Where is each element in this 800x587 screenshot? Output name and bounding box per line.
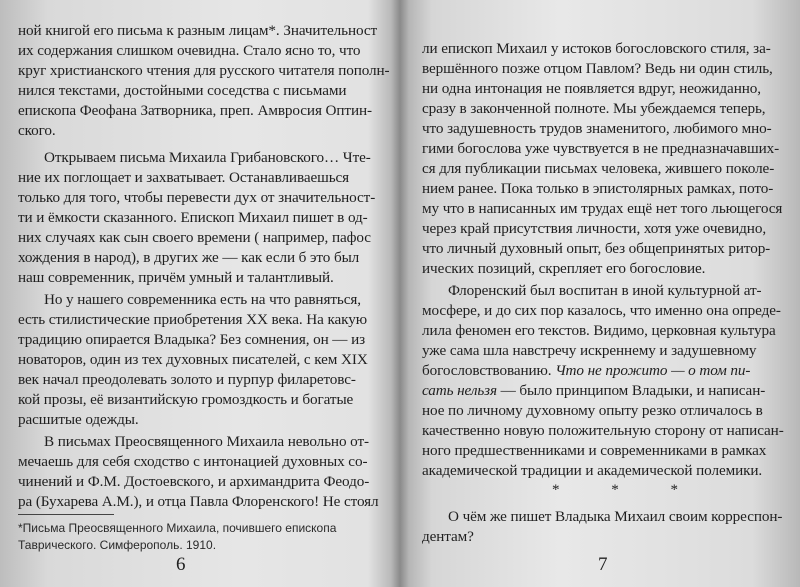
- text-line: мосфере, и до сих пор казалось, что именно она опреде-: [422, 302, 781, 319]
- text-line: новаторов, один из тех духовных писателей, с кем XIX: [18, 351, 368, 368]
- right-page: [400, 0, 800, 587]
- text-line: вершённого позже отцом Павлом? Ведь ни один стиль,: [422, 60, 773, 77]
- text-line: нием ранее. Пока только в эпистолярных рамках, пото-: [422, 180, 774, 197]
- text-line: мечаешь для себя сходство с интонацией духовных со-: [18, 453, 368, 470]
- text-line: круг христианского чтения для русского читателя пополн-: [18, 62, 390, 79]
- footnote-line: *Письма Преосвященного Михаила, почившего епископа: [18, 521, 337, 535]
- text-line: уже сама шла навстречу искреннему и задушевному: [422, 342, 757, 359]
- italic-quote: сать нельзя: [422, 382, 497, 399]
- text-line: ти и ёмкости сказанного. Епископ Михаил пишет в од-: [18, 209, 368, 226]
- text-line: ной книгой его письма к разным лицам*. Значительност: [18, 22, 378, 39]
- text-line: век начал преодолевать золото и пурпур филаретовс-: [18, 371, 356, 388]
- text-line: дентам?: [422, 528, 474, 545]
- text-line: лила феномен его текстов. Видимо, церковная культура: [422, 322, 776, 339]
- text-line: через край присутствия личности, хотя уже очевидно,: [422, 220, 767, 237]
- text-line: них случаях как сын своего времени ( например, пафос: [18, 229, 371, 246]
- text-line: Открываем письма Михаила Грибановского… Чте-: [44, 149, 371, 166]
- page-number: 7: [598, 554, 608, 575]
- text-line: ра (Бухарева А.М.), и отца Павла Флоренского! Не стоял: [18, 493, 379, 510]
- text-line: хождения в народ), в других же — как если б это был: [18, 249, 360, 266]
- text-line: [422, 361, 750, 380]
- text-line: [422, 381, 765, 400]
- section-separator: * * *: [552, 482, 702, 498]
- text-run: богословствованию.: [422, 362, 556, 379]
- text-line: епископа Феофана Затворника, преп. Амвросия Оптин-: [18, 102, 372, 119]
- text-line: ное по личному духовному опыту резко отличалось в: [422, 402, 763, 419]
- text-line: что личный духовный опыт, без общепринятых ритор-: [422, 240, 771, 257]
- text-line: качественно новую положительную сторону от написан-: [422, 422, 784, 439]
- text-run: — было принципом Владыки, и написан-: [496, 382, 766, 399]
- text-line: ических позиций, скрепляет его богословие.: [422, 260, 706, 277]
- text-line: Флоренский был воспитан в иной культурной ат-: [448, 282, 762, 299]
- text-line: что задушевность трудов знаменитого, любимого мно-: [422, 120, 772, 137]
- text-line: наш современник, причём умный и талантливый.: [18, 269, 334, 286]
- text-line: ли епископ Михаил у истоков богословского стиля, за-: [422, 40, 771, 57]
- text-line: ского.: [18, 122, 56, 139]
- footnote-line: Таврического. Симферополь. 1910.: [18, 538, 217, 552]
- text-line: нился текстами, достойными соседства с письмами: [18, 82, 347, 99]
- text-line: В письмах Преосвященного Михаила невольно от-: [44, 433, 369, 450]
- text-line: О чём же пишет Владыка Михаил своим корреспон-: [448, 508, 783, 525]
- text-line: чинений и Ф.М. Достоевского, и архимандрита Феодо-: [18, 473, 370, 490]
- text-line: ного предшественниками и современниками в рамках: [422, 442, 767, 459]
- footnote-rule: [18, 514, 114, 515]
- text-line: гими богослова уже чувствуется в не предназначавших-: [422, 140, 780, 157]
- text-line: Но у нашего современника есть на что равняться,: [44, 291, 361, 308]
- text-line: академической традиции и академической полемики.: [422, 462, 763, 479]
- text-line: расшитые одежды.: [18, 411, 139, 428]
- text-line: ние их поглощает и захватывает. Останавливаешься: [18, 169, 350, 186]
- italic-quote: Что не прожито — о том пи-: [555, 362, 751, 379]
- text-line: ся для публикации письмах человека, жившего поколе-: [422, 160, 775, 177]
- text-line: ни одна интонация не появляется вдруг, неожиданно,: [422, 80, 761, 97]
- text-line: только для того, чтобы перевести дух от значительност-: [18, 189, 376, 206]
- text-line: сразу в законченной полноте. Мы убеждаемся теперь,: [422, 100, 766, 117]
- text-line: их содержания слишком очевидна. Стало ясно то, что: [18, 42, 361, 59]
- page-number: 6: [176, 554, 186, 575]
- text-line: есть стилистические приобретения XX века. На какую: [18, 311, 367, 328]
- text-line: му что в написанных им трудах ещё нет того льющегося: [422, 200, 783, 217]
- text-line: кой прозы, её византийскую громоздкость и богатые: [18, 391, 354, 408]
- text-line: традицию опирается Владыка? Без сомнения, он — из: [18, 331, 366, 348]
